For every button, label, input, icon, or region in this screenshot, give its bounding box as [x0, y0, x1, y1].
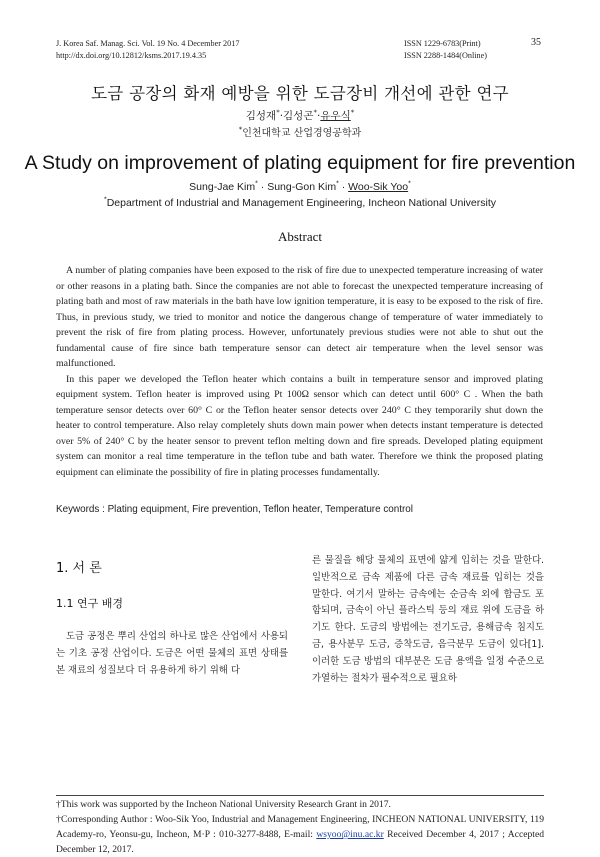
english-affiliation: *Department of Industrial and Management Engineering, Incheon National University	[103, 196, 497, 209]
page-number: 35	[531, 37, 541, 48]
footnote-divider	[56, 795, 544, 796]
korean-affiliation-text: 인천대학교 산업경영공학과	[242, 128, 362, 139]
funding-note: †This work was supported by the Incheon National University Research Grant in 2017.	[56, 799, 391, 810]
journal-citation: J. Korea Saf. Manag. Sci. Vol. 19 No. 4 December 2017	[56, 39, 240, 48]
email-link[interactable]: wsyoo@inu.ac.kr	[316, 829, 384, 840]
left-column-paragraph: 도금 공정은 뿌리 산업의 하나로 많은 산업에서 사용되는 기초 공정 산업이다. 도금은 어떤 물체의 표면 상태를 본 재료의 성질보다 더 유용하게 하기 위해 다	[56, 631, 288, 676]
abstract-paragraph-1: A number of plating companies have been exposed to the risk of fire due to unexpected temperature increasing of water or other reasons in a plating bath. Since the companies are not able to forecast the unexpected temperature increasing of plating bath and most of raw materials in the bath have low ignition temperature, it is easy to be exposed to the risk of fire. Thus, in previous study, we tried to monitor and notice the dangerous change of temperature of water immediately to prevent the risk of fire from plating process. However, unfortunately previous studies were not able to shut out the fundamental cause of fire since bath temperature sensor can detect air temperature when the level sensor was malfunctioned.	[56, 265, 543, 369]
doi-link[interactable]: http://dx.doi.org/10.12812/ksms.2017.19.4.35	[56, 51, 207, 60]
section-1-1-heading: 1.1 연구 배경	[56, 597, 123, 610]
corresponding-author-text: †Corresponding Author : Woo-Sik Yoo, Industrial and Management Engineering, INCHEON NATIONAL UNIVERSITY, 119 Academy-ro, Yeonsu-gu, Incheon, M·P : 010-3277-8488, E-mail:	[56, 814, 544, 840]
english-affiliation-text: Department of Industrial and Management Engineering, Incheon National University	[106, 197, 497, 209]
corresponding-author-note	[56, 812, 544, 857]
section-1-heading: 1. 서 론	[56, 561, 102, 576]
left-column	[56, 629, 288, 679]
english-title: A Study on improvement of plating equipment for fire prevention	[24, 152, 576, 174]
korean-affiliation: *인천대학교 산업경영공학과	[238, 125, 362, 139]
keywords: Keywords : Plating equipment, Fire prevention, Teflon heater, Temperature control	[56, 504, 413, 515]
issn-block	[404, 38, 487, 62]
korean-author-3: 유우식	[320, 110, 351, 122]
english-author-2: Sung-Gon Kim	[267, 181, 337, 193]
issn-print: ISSN 1229-6783(Print)	[404, 39, 481, 48]
received-accepted-dates: Received December 4, 2017 ; Accepted December 12, 2017.	[56, 829, 544, 855]
korean-author-1: 김성재	[245, 110, 277, 122]
english-author-3: Woo-Sik Yoo	[348, 181, 409, 193]
english-author-1: Sung-Jae Kim	[189, 181, 256, 193]
journal-header	[56, 38, 239, 62]
footnotes	[56, 797, 544, 857]
korean-author-2: 김성곤	[283, 110, 314, 122]
abstract-heading: Abstract	[277, 229, 323, 244]
right-column-paragraph: 른 물질을 해당 물체의 표면에 얇게 입히는 것을 말한다. 일반적으로 금속 제품에 다른 금속 재료를 입히는 것을 말한다. 여기서 말하는 금속에는 순금속 외에 합금도 포함되며, 금속이 아닌 플라스틱 등의 재료 위에 도금을 하기도 한다. 도금의 방법에는 전기도금, 용해금속 침지도금, 용사분무 도금, 증착도금, 음극분무 도금이 있다[1]. 이러한 도금 방법의 대부분은 도금 용액을 일정 수준으로 가열하는 절차가 필수적으로 필요하	[312, 555, 544, 684]
abstract-paragraph-2: In this paper we developed the Teflon heater which contains a built in temperature sensor and improved plating equipment system. Teflon heater is improved using Pt 100Ω sensor which can detect until 600° C . When the bath temperature sensor detects over 60° C or the Teflon heater sensor detects over 240° C they temporarily shut down the heater to control temperature. Also relay completely shuts down main power when detects instant temperature is detected over 5% of 240° C by the heater sensor to prevent teflon melting down and fire spreads. Developed plating equipment system can monitor a real time temperature in the teflon tube and bath water. Therefore we think the proposed plating equipment can eliminate the possibility of fire in plating processes fundamentally.	[56, 373, 543, 478]
korean-title: 도금 공장의 화재 예방을 위한 도금장비 개선에 관한 연구	[91, 84, 509, 103]
korean-authors: 김성재*·김성곤*·유우식*	[245, 108, 355, 122]
issn-online: ISSN 2288-1484(Online)	[404, 51, 488, 60]
english-authors: Sung-Jae Kim* · Sung-Gon Kim* · Woo-Sik Yoo*	[189, 180, 411, 193]
right-column	[312, 553, 544, 687]
abstract-body	[56, 263, 543, 480]
